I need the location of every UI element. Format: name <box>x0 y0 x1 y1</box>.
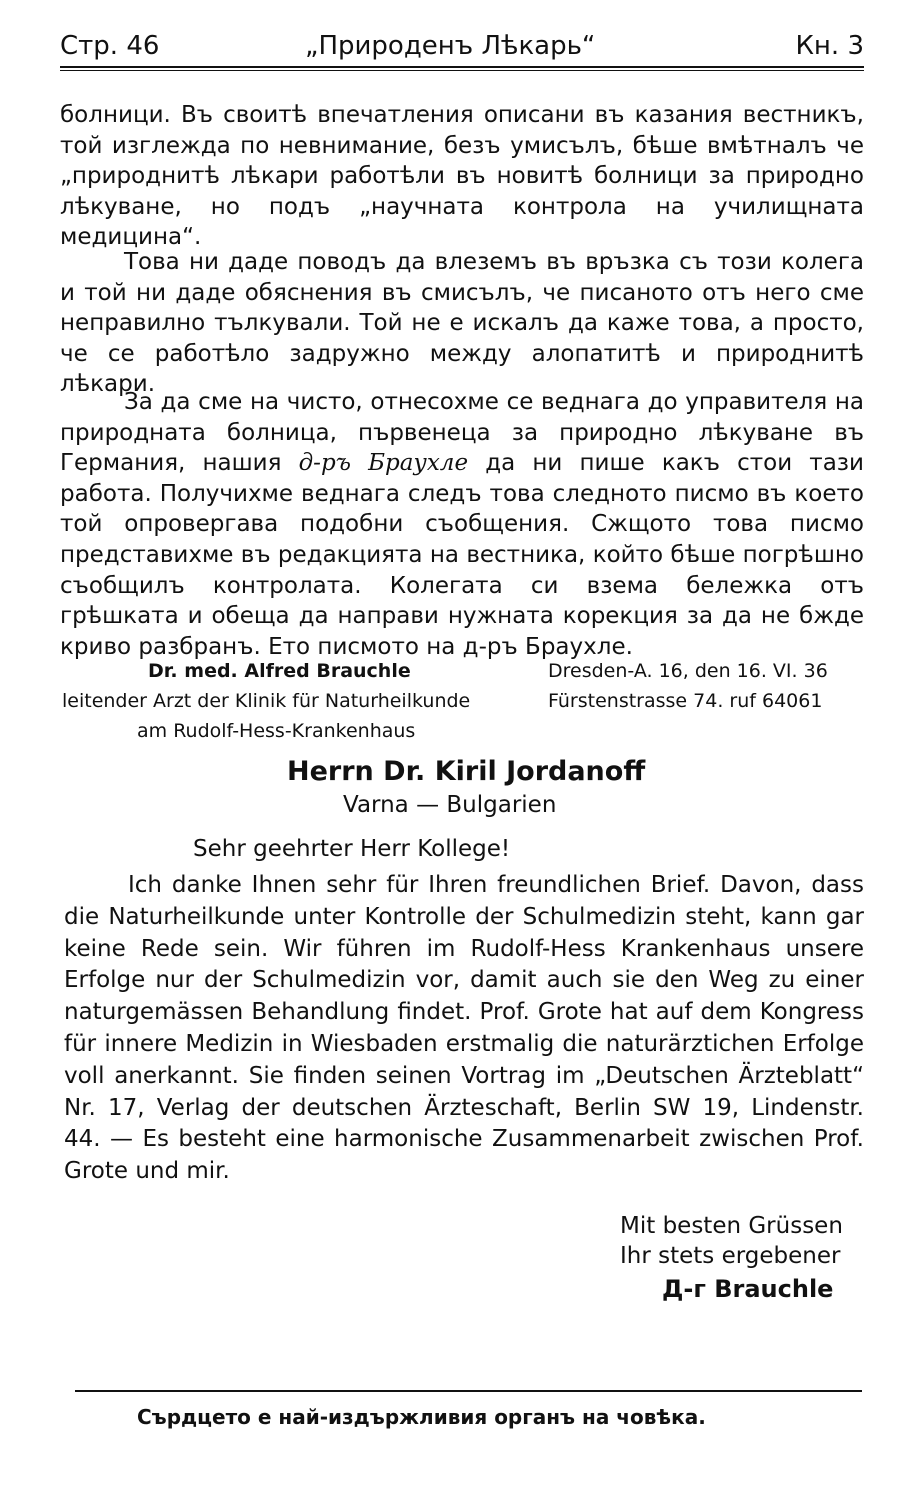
footer-motto: Сърдцето е най-издържливия органъ на човѣка. <box>137 1405 706 1429</box>
running-header <box>60 28 864 64</box>
footer-rule <box>75 1390 862 1392</box>
letterhead-name: Dr. med. Alfred Brauchle <box>148 660 411 682</box>
doctor-name-italic: д-ръ Браухле <box>298 450 469 477</box>
closing-line-2: Ihr stets ergebener <box>620 1243 841 1269</box>
letterhead-place-date: Dresden-A. 16, den 16. VI. 36 <box>548 660 828 682</box>
closing-line-1: Mit besten Grüssen <box>620 1213 843 1239</box>
letterhead-address: Fürstenstrasse 74. ruf 64061 <box>548 690 823 712</box>
journal-title: „Природенъ Лѣкарь“ <box>305 31 596 61</box>
paragraph-2: Това ни даде поводъ да влеземъ въ връзка съ този колега и той ни даде обяснения въ смисълъ, че писаното отъ него сме неправилно тълкували. Той не е искалъ да каже това, а просто, че се работѣло задружно между алопатитѣ и природнитѣ лѣкари. <box>60 249 864 398</box>
paragraph-3 <box>60 387 864 662</box>
letter-salutation: Sehr geehrter Herr Kollege! <box>193 836 511 862</box>
letter-body: Ich danke Ihnen sehr für Ihren freundlichen Brief. Davon, dass die Naturheilkunde unter Kontrolle der Schulmedizin steht, kann gar keine Rede sein. Wir führen im Rudolf-Hess Krankenhaus unsere Erfolge nur der Schulmedizin vor, damit auch sie den Weg zu einer naturgemässen Behandlung findet. Prof. Grote hat auf dem Kongress für innere Medizin in Wiesbaden erstmalig die naturärztichen Erfolge voll anerkannt. Sie finden seinen Vortrag im „Deutschen Ärzteblatt“ Nr. 17, Verlag der deutschen Ärzteschaft, Berlin SW 19, Lindenstr. 44. — Es besteht eine harmonische Zusammenarbeit zwischen Prof. Grote und mir. <box>64 872 864 1185</box>
issue-number: Кн. 3 <box>795 31 864 61</box>
header-rule <box>60 66 864 68</box>
recipient-city: Varna — Bulgarien <box>343 792 557 818</box>
header-rule-thin <box>60 70 864 71</box>
paragraph-3-end: да ни пише какъ стои тази работа. Получихме веднага следъ това следното писмо въ което той опровергава подобни съобщения. Сжщото това писмо представихме въ редакцията на вестника, който бѣше погрѣшно съобщилъ контролата. Колегата си взема бележка отъ грѣшката и обеща да направи нужната корекция за да не бжде криво разбранъ. Ето писмото на д-ръ Браухле. <box>60 450 864 660</box>
paragraph-3-start: За да сме на чисто, отнесохме се веднага до управителя на природната болница, първенеца за природно лѣкуване въ Германия, нашия <box>60 389 864 477</box>
letterhead-position: leitender Arzt der Klinik für Naturheilkunde <box>62 690 471 712</box>
letter-signature: Д-г Brauchle <box>662 1275 834 1303</box>
paragraph-1: болници. Въ своитѣ впечатления описани въ казания вестникъ, той изглежда по невнимание, безъ умисълъ, бѣше вмѣтналъ че „природнитѣ лѣкари работѣли въ новитѣ болници за природно лѣкуване, но подъ „научната контрола на училищната медицина“. <box>60 102 864 251</box>
letter-recipient: Herrn Dr. Kiril Jordanoff <box>287 756 646 787</box>
page-number: Стр. 46 <box>60 31 160 61</box>
letterhead-hospital: am Rudolf-Hess-Krankenhaus <box>137 720 416 742</box>
